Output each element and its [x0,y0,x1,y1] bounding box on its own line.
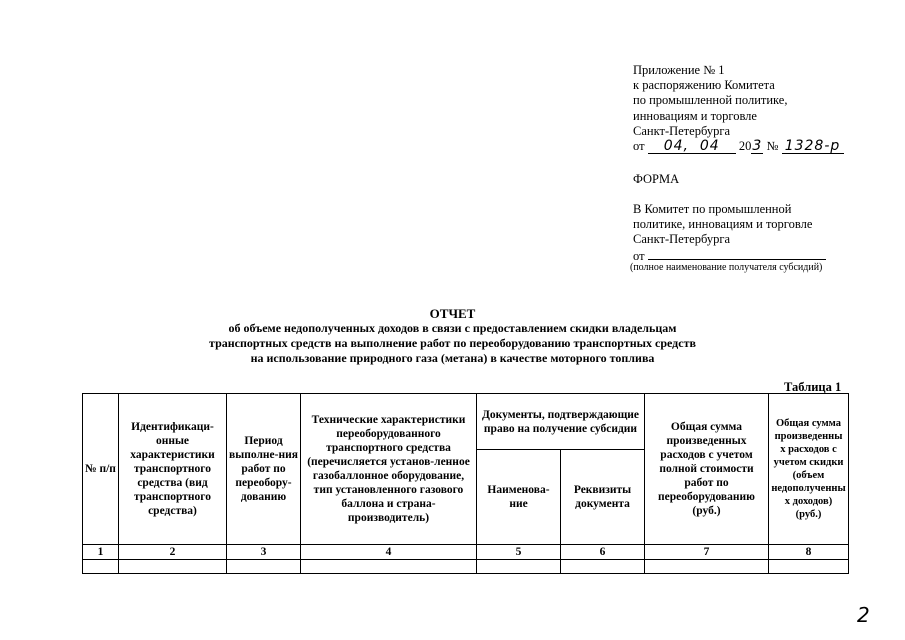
page-number: 2 [857,603,870,627]
from-label: от [633,248,645,263]
date-day-month [648,140,736,154]
table-cell [645,560,769,574]
column-number: 4 [301,545,477,560]
addressee-line: политике, инновациям и торговле [633,217,813,232]
addressee-block [633,202,826,264]
report-table [82,393,849,574]
header-tech: Технические характеристики переоборудованного транспортного средства (перечисляется установ-ленное газобаллонное оборудование, тип установленного газового баллона и страна-производитель) [301,394,477,545]
table-cell [561,560,645,574]
column-number: 1 [83,545,119,560]
addressee-line: Санкт-Петербурга [633,232,731,247]
column-number: 6 [561,545,645,560]
header-total: Общая сумма произведенных расходов с учетом полной стоимости работ по переоборудованию (руб.) [645,394,769,545]
table-cell [83,560,119,574]
date-month: 04 [699,138,720,155]
recipient-caption: (полное наименование получателя субсидий) [630,262,823,273]
header-lost: Общая сумма произведенны х расходов с учетом скидки (объем недополученны х доходов) (руб.) [769,394,849,545]
appendix-line: Санкт-Петербурга [633,123,731,138]
table-cell [477,560,561,574]
column-number: 3 [227,545,301,560]
table-cell [227,560,301,574]
appendix-line: к распоряжению Комитета [633,78,775,93]
recipient-blank-line [648,248,826,260]
appendix-line: инновациям и торговле [633,108,757,123]
addressee-line: В Комитет по промышленной [633,202,792,216]
appendix-line: Приложение № 1 [633,63,725,77]
table-cell [769,560,849,574]
order-number-label: № [766,139,779,154]
report-subtitle-line: на использование природного газа (метана) в качестве моторного топлива [250,351,655,365]
header-ident: Идентификаци-онные характеристики транспортного средства (вид транспортного средства) [119,394,227,545]
table-row [83,560,849,574]
header-docs-name: Наименова-ние [477,450,561,545]
appendix-header [633,63,893,154]
form-label: ФОРМА [633,172,680,186]
year-prefix: 20 [738,139,752,154]
table-cell [119,560,227,574]
column-number: 7 [645,545,769,560]
table-label: Таблица 1 [784,380,842,394]
order-date-line [633,139,893,154]
appendix-line: по промышленной политике, [633,93,788,108]
column-number: 5 [477,545,561,560]
column-number: 8 [769,545,849,560]
header-docs-req: Реквизиты документа [561,450,645,545]
header-period: Период выполне-ния работ по переобору-дованию [227,394,301,545]
header-docs: Документы, подтверждающие право на получение субсидии [477,394,645,450]
report-subtitle-line: об объеме недополученных доходов в связи с предоставлением скидки владельцам [228,321,677,335]
report-subtitle-line: транспортных средств на выполнение работ по переоборудованию транспортных средств [209,336,696,350]
report-title: ОТЧЕТ [429,306,476,321]
order-number: 1328-р [782,140,844,154]
date-day: 04, [663,138,689,155]
header-num: № п/п [83,394,119,545]
year-suffix: 3 [752,138,763,155]
column-number: 2 [119,545,227,560]
date-prefix: от [633,139,645,154]
table-cell [301,560,477,574]
